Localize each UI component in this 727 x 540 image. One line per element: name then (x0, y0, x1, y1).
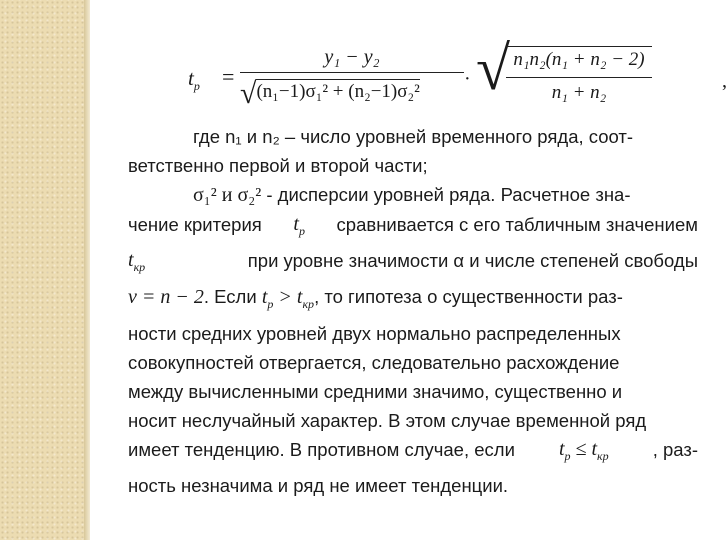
slide-content (96, 0, 727, 540)
t-statistic-formula (188, 35, 727, 120)
formula-comma: , (722, 70, 727, 92)
text-line: ности средних уровней двух нормально распределенных (128, 323, 621, 344)
sidebar-edge (84, 0, 90, 540)
text-line: совокупностей отвергается, следовательно расхождение (128, 352, 620, 373)
variance-symbols: σ₁² и σ₂² (193, 184, 262, 206)
formula-denominator: √(n₁−1)σ₁² + (n₂−1)σ₂² (240, 77, 420, 110)
text-line: между вычисленными средними значимо, существенно и (128, 381, 623, 402)
formula-dot: · (464, 68, 471, 90)
formula-first-fraction (240, 44, 464, 111)
sqrt-sign: √ (476, 35, 511, 103)
text-line: σ₁² и σ₂² - дисперсии уровней ряда. Расчетное зна- (193, 184, 631, 206)
text-line: ность незначима и ряд не имеет тенденции. (128, 475, 509, 496)
formula-lhs: $t_р$ (188, 66, 200, 94)
explanation-paragraph (128, 122, 698, 500)
root-numerator: n₁n₂(n₁ + n₂ − 2) (513, 49, 645, 70)
text-line: носит неслучайный характер. В этом случае временной ряд (128, 410, 647, 431)
formula-equals: = (222, 64, 235, 89)
formula-numerator: y₁ − y₂ (324, 46, 380, 68)
text-line: ветственно первой и второй части; (128, 155, 428, 176)
formula-root-fraction (506, 46, 652, 104)
text-line: имеет тенденцию. В противном случае, если $t_р \le t_{кр}$ , раз- (128, 438, 698, 463)
text-line: где n₁ и n₂ – число уровней временного ряда, соот- (193, 126, 634, 147)
text-line: ν = n − 2. Если $t_р > t_{кр}$, то гипотеза о существенности раз- (128, 286, 623, 311)
text-line: $t_{кр}$ при уровне значимости α и числе степеней свободы (128, 249, 698, 274)
decorative-sidebar (0, 0, 84, 540)
text-line: чение критерия $t_р$ сравнивается с его табличным значением (128, 213, 698, 238)
root-denominator: n₁ + n₂ (551, 82, 607, 103)
